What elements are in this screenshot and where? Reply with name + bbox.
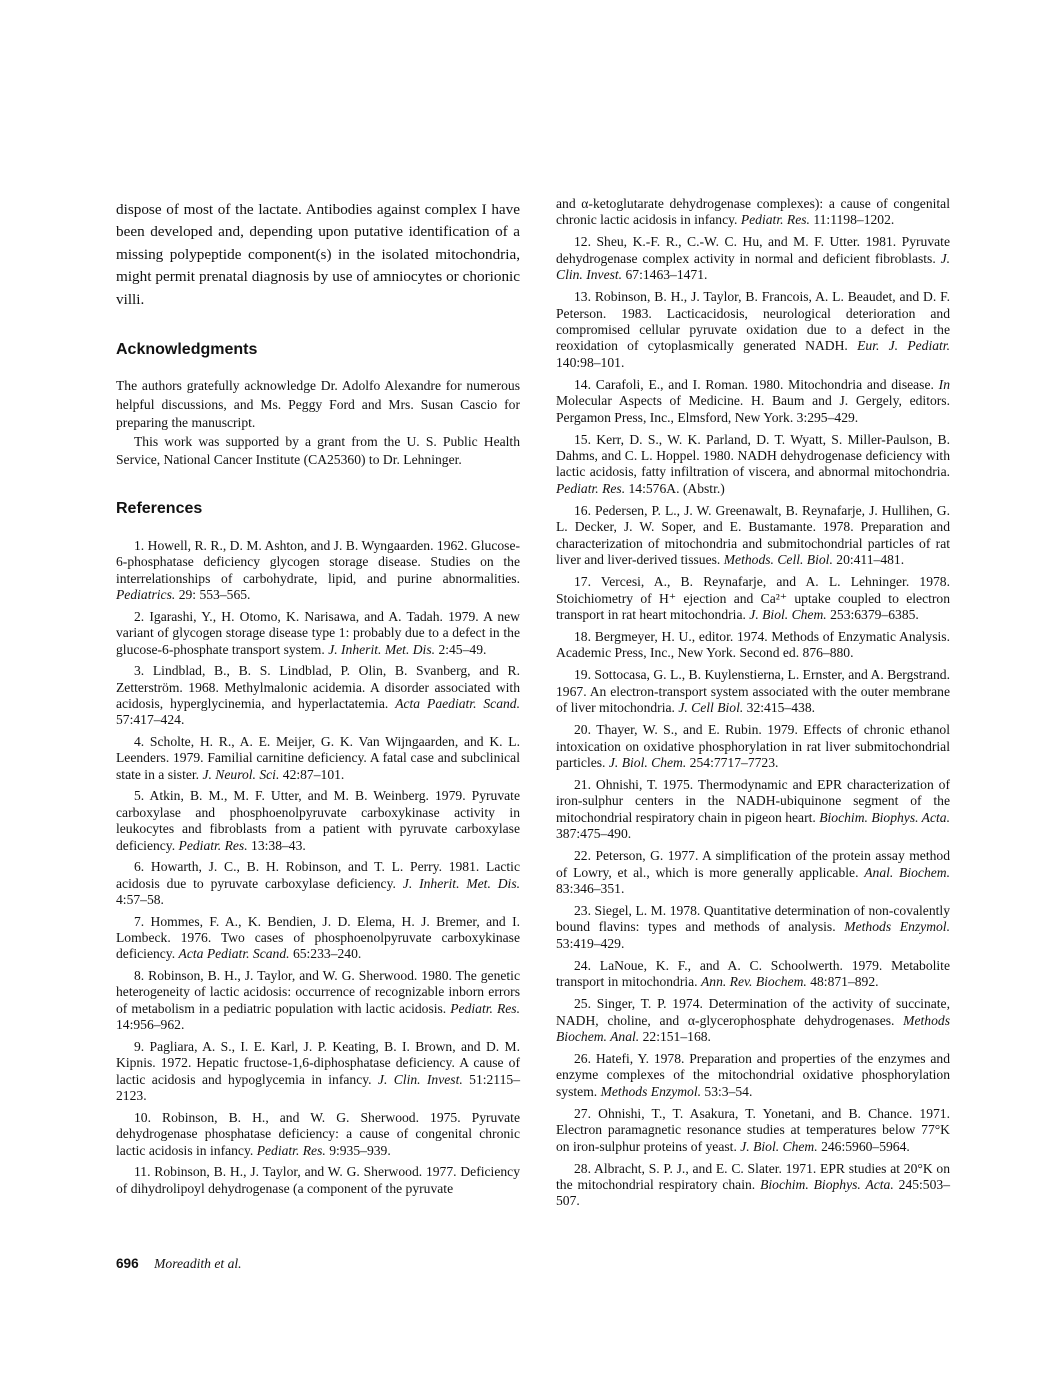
reference-journal: Methods Enzymol. <box>600 1083 702 1099</box>
reference-journal: In <box>938 376 950 392</box>
reference-journal: J. Biol. Chem. <box>740 1138 818 1154</box>
reference-volume: 29: 553–565. <box>178 587 251 603</box>
reference-text: 23. Siegel, L. M. 1978. Quantitative determination of non-covalently bound flavins: types and methods of analysis. <box>556 902 950 935</box>
reference-text: 21. Ohnishi, T. 1975. Thermodynamic and EPR characterization of iron-sulphur centers in the NADH-ubiquinone segment of the mitochondrial respiratory chain in pigeon heart. <box>556 776 950 825</box>
reference-volume: 48:871–892. <box>810 974 879 990</box>
reference-volume: 65:233–240. <box>292 946 362 962</box>
running-author: Moreadith et al. <box>154 1256 242 1271</box>
reference-volume: 387:475–490. <box>556 826 632 842</box>
reference-item <box>116 1164 520 1197</box>
reference-item <box>556 432 950 498</box>
reference-text: 5. Atkin, B. M., M. F. Utter, and M. B. Weinberg. 1979. Pyruvate carboxylase and phosphoenolpyruvate carboxykinase activity in leukocytes and fibroblasts from a patient with pyruvate carboxylase deficiency. <box>116 788 520 853</box>
reference-item <box>556 848 950 897</box>
acknowledgments-heading: Acknowledgments <box>116 341 258 359</box>
reference-item <box>556 574 950 623</box>
references-list-right <box>556 234 950 1209</box>
reference-journal: Pediatr. Res. <box>450 1000 520 1016</box>
reference-volume: 67:1463–1471. <box>625 267 708 283</box>
reference-text: 15. Kerr, D. S., W. K. Parland, D. T. Wyatt, S. Miller-Paulson, B. Dahms, and C. L. Hoppel. 1980. NADH dehydrogenase deficiency with lactic acidosis, fatty infiltration of viscera, and abnormal mitochondria. <box>556 431 950 480</box>
reference-item <box>116 788 520 854</box>
reference-item <box>556 629 950 662</box>
reference-volume: 11:1198–1202. <box>813 212 895 228</box>
reference-text: 27. Ohnishi, T., T. Asakura, T. Yonetani, and B. Chance. 1971. Electron paramagnetic resonance studies at temperatures below 77°K on iron-sulphur proteins of yeast. <box>556 1105 950 1154</box>
reference-volume: 9:935–939. <box>329 1142 391 1158</box>
reference-volume: 83:346–351. <box>556 880 625 896</box>
reference-volume: 245:503–507. <box>556 1177 950 1209</box>
reference-item <box>556 667 950 716</box>
reference-item <box>556 958 950 991</box>
reference-item <box>556 1051 950 1100</box>
reference-item <box>116 538 520 604</box>
reference-text: 12. Sheu, K.-F. R., C.-W. C. Hu, and M. F. Utter. 1981. Pyruvate dehydrogenase complex activity in normal and deficient fibroblasts. <box>556 234 950 266</box>
reference-volume: 253:6379–6385. <box>830 606 919 622</box>
reference-item <box>116 859 520 908</box>
reference-item <box>556 377 950 426</box>
reference-volume: 53:419–429. <box>556 935 625 951</box>
reference-item <box>116 734 520 783</box>
reference-journal: J. Inherit. Met. Dis. <box>328 641 436 657</box>
reference-journal: Pediatr. Res. <box>256 1142 326 1158</box>
reference-text: 18. Bergmeyer, H. U., editor. 1974. Methods of Enzymatic Analysis. Academic Press, Inc., New York. Second ed. 876–880. <box>556 628 950 661</box>
reference-journal: J. Inherit. Met. Dis. <box>402 875 521 891</box>
reference-journal: J. Neurol. Sci. <box>202 766 280 782</box>
acknowledgments-paragraph: The authors gratefully acknowledge Dr. Adolfo Alexandre for numerous helpful discussions, and Ms. Peggy Ford and Mrs. Susan Cascio for preparing the manuscript. <box>116 378 520 431</box>
reference-text: 17. Vercesi, A., B. Reynafarje, and A. L. Lehninger. 1978. Stoichiometry of H⁺ ejection and Ca²⁺ uptake coupled to electron transport in rat heart mitochondria. <box>556 574 950 622</box>
reference-journal: Pediatr. Res. <box>556 480 626 496</box>
reference-volume: 32:415–438. <box>746 700 816 716</box>
reference-text: 10. Robinson, B. H., and W. G. Sherwood. 1975. Pyruvate dehydrogenase phosphatase deficiency: a cause of congenital chronic lactic acidosis in infancy. <box>116 1109 520 1158</box>
reference-item <box>556 996 950 1045</box>
left-column <box>116 199 520 1202</box>
reference-item <box>116 968 520 1034</box>
page-footer <box>116 1256 242 1272</box>
reference-volume: 51:2115–2123. <box>116 1071 520 1104</box>
reference-journal: Eur. J. Pediatr. <box>857 338 950 354</box>
reference-item <box>556 289 950 371</box>
reference-text: 19. Sottocasa, G. L., B. Kuylenstierna, L. Ernster, and A. Bergstrand. 1967. An electron-transport system associated with the outer membrane of liver mitochondria. <box>556 667 950 716</box>
reference-text: 1. Howell, R. R., D. M. Ashton, and J. B. Wyngaarden. 1962. Glucose-6-phosphatase deficiency glycogen storage disease. Studies on the interrelationships of carbohydrate, lipid, and purine abnormalities. <box>116 538 520 586</box>
reference-text: 22. Peterson, G. 1977. A simplification of the protein assay method of Lowry, et al., which is more generally applicable. <box>556 848 950 880</box>
reference-journal: J. Biol. Chem. <box>608 754 687 770</box>
reference-text: 11. Robinson, B. H., J. Taylor, and W. G. Sherwood. 1977. Deficiency of dihydrolipoyl dehydrogenase (a component of the pyruvate <box>116 1164 520 1196</box>
intro-paragraph: dispose of most of the lactate. Antibodies against complex I have been developed and, depending upon putative identification of a missing polypeptide component(s) in the isolated mitochondria, might permit prenatal diagnosis by use of amniocytes or chorionic villi. <box>116 201 520 308</box>
reference-journal: Methods Biochem. Anal. <box>556 1012 950 1044</box>
reference-volume: 57:417–424. <box>116 712 185 728</box>
reference-item <box>556 722 950 771</box>
reference-journal: Ann. Rev. Biochem. <box>700 974 807 990</box>
reference-journal: J. Biol. Chem. <box>749 606 827 622</box>
reference-item <box>116 609 520 658</box>
reference-volume: 53:3–54. <box>704 1083 753 1099</box>
reference-text: 7. Hommes, F. A., K. Bendien, J. D. Elema, H. J. Bremer, and I. Lombeck. 1976. Two cases of phosphoenolpyruvate carboxykinase deficiency. <box>116 913 520 962</box>
reference-journal: Acta Paediatr. Scand. <box>395 696 521 712</box>
page-number: 696 <box>116 1256 139 1271</box>
reference-journal: Pediatr. Res. <box>178 837 248 853</box>
funding-paragraph: This work was supported by a grant from the U. S. Public Health Service, National Cancer Institute (CA25360) to Dr. Lehninger. <box>116 433 520 468</box>
reference-item <box>556 903 950 952</box>
reference-item <box>116 663 520 729</box>
right-column <box>556 196 950 1215</box>
reference-journal: Biochim. Biophys. Acta. <box>760 1177 894 1193</box>
reference-journal: Pediatr. Res. <box>740 212 810 228</box>
reference-item <box>116 1110 520 1159</box>
reference-text: 9. Pagliara, A. S., I. E. Karl, J. P. Keating, B. I. Brown, and D. M. Kipnis. 1972. Hepatic fructose-1,6-diphosphatase deficiency. A cause of lactic acidosis and hypoglycemia in infancy. <box>116 1038 520 1087</box>
reference-journal: J. Clin. Invest. <box>556 250 950 283</box>
reference-text: and α-ketoglutarate dehydrogenase complexes): a cause of congenital chronic lactic acidosis in infancy. <box>556 196 950 228</box>
reference-item <box>116 914 520 963</box>
reference-text: 20. Thayer, W. S., and E. Rubin. 1979. Effects of chronic ethanol intoxication on oxidative phosphorylation in rat liver submitochondrial particles. <box>556 722 950 770</box>
reference-text: 8. Robinson, B. H., J. Taylor, and W. G. Sherwood. 1980. The genetic heterogeneity of lactic acidosis: occurrence of recognizable inborn errors of metabolism in a pediatric population with lactic acidosis. <box>116 968 520 1016</box>
references-list-left <box>116 538 520 1197</box>
reference-volume: 2:45–49. <box>438 641 487 657</box>
reference-journal: Methods Enzymol. <box>844 919 950 935</box>
reference-text: 25. Singer, T. P. 1974. Determination of the activity of succinate, NADH, choline, and α-glycerophosphate dehydrogenases. <box>556 996 950 1028</box>
reference-text: 2. Igarashi, Y., H. Otomo, K. Narisawa, and A. Tadah. 1979. A new variant of glycogen storage disease type 1: probably due to a defect in the glucose-6-phosphate transport system. <box>116 608 520 657</box>
reference-text: 24. LaNoue, K. F., and A. C. Schoolwerth. 1979. Metabolite transport in mitochondria. <box>556 957 950 990</box>
reference-volume: Molecular Aspects of Medicine. H. Baum and J. Gergely, editors. Pergamon Press, Inc., Elmsford, New York. 3:295–429. <box>556 393 950 425</box>
reference-text: 26. Hatefi, Y. 1978. Preparation and properties of the enzymes and enzyme complexes of the mitochondrial oxidative phosphorylation system. <box>556 1051 950 1099</box>
reference-volume: 13:38–43. <box>251 837 306 853</box>
reference-journal: Biochim. Biophys. Acta. <box>819 809 950 825</box>
reference-journal: Pediatrics. <box>116 587 176 603</box>
reference-text: 14. Carafoli, E., and I. Roman. 1980. Mitochondria and disease. <box>574 376 934 392</box>
reference-journal: Acta Pediatr. Scand. <box>178 946 290 962</box>
reference-volume: 4:57–58. <box>116 892 164 908</box>
reference-volume: 42:87–101. <box>282 766 345 782</box>
reference-text: 4. Scholte, H. R., A. E. Meijer, G. K. Van Wijngaarden, and K. L. Leenders. 1979. Familial carnitine deficiency. A fatal case and subclinical state in a sister. <box>116 734 520 782</box>
reference-item <box>556 1106 950 1155</box>
reference-volume: 246:5960–5964. <box>821 1138 910 1154</box>
reference-item <box>556 503 950 569</box>
reference-volume: 14:576A. (Abstr.) <box>628 480 725 496</box>
reference-volume: 20:411–481. <box>836 552 905 568</box>
reference-journal: Anal. Biochem. <box>864 864 950 880</box>
reference-continuation <box>556 196 950 229</box>
reference-volume: 254:7717–7723. <box>689 754 779 770</box>
reference-journal: J. Clin. Invest. <box>377 1071 463 1087</box>
references-heading: References <box>116 500 203 517</box>
reference-text: 28. Albracht, S. P. J., and E. C. Slater. 1971. EPR studies at 20°K on the mitochondrial respiratory chain. <box>556 1160 950 1193</box>
reference-text: 13. Robinson, B. H., J. Taylor, B. Francois, A. L. Beaudet, and D. F. Peterson. 1983. Lacticacidosis, neurological deterioration and compromised cellular pyruvate oxidation due to a defect in the reoxidation of cytoplasmically generated NADH. <box>556 289 950 354</box>
reference-item <box>116 1039 520 1105</box>
reference-journal: Methods. Cell. Biol. <box>723 552 833 568</box>
reference-volume: 140:98–101. <box>556 354 625 370</box>
reference-journal: J. Cell Biol. <box>678 700 744 716</box>
reference-text: 3. Lindblad, B., B. S. Lindblad, P. Olin, B. Svanberg, and R. Zetterström. 1968. Methylmalonic acidemia. A disorder associated with acidosis, hyperglycinemia, and hyperlactatemia. <box>116 663 520 712</box>
reference-item <box>556 234 950 283</box>
reference-volume: 22:151–168. <box>642 1029 711 1044</box>
reference-text: 16. Pedersen, P. L., J. W. Greenawalt, B. Reynafarje, J. Hullihen, G. L. Decker, J. W. Soper, and E. Bustamante. 1978. Preparation and characterization of mitochondria and submitochondrial particles of rat liver and liver-derived tissues. <box>556 502 950 568</box>
reference-item <box>556 1161 950 1210</box>
reference-item <box>556 777 950 843</box>
reference-text: 6. Howarth, J. C., B. H. Robinson, and T. L. Perry. 1981. Lactic acidosis due to pyruvate carboxylase deficiency. <box>116 859 520 891</box>
reference-volume: 14:956–962. <box>116 1017 185 1033</box>
